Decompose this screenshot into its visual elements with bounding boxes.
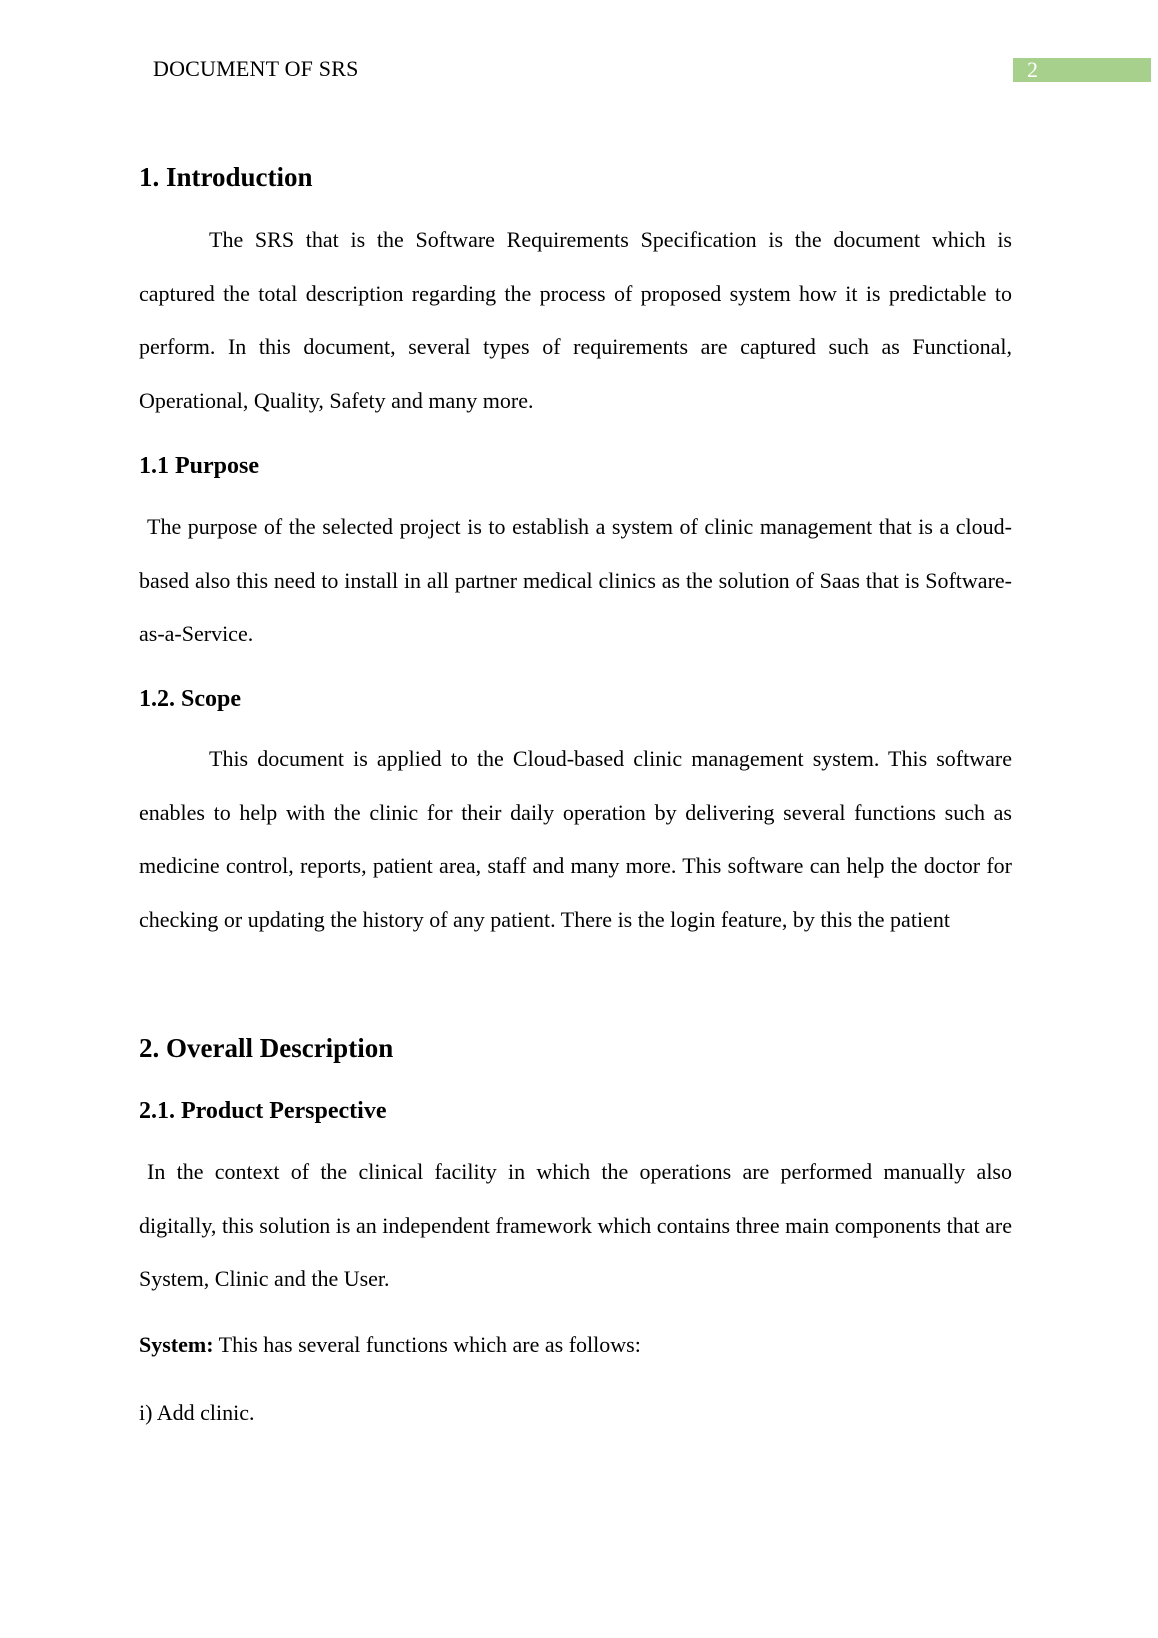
- heading-product-perspective: 2.1. Product Perspective: [139, 1098, 387, 1124]
- heading-overall-description: 2. Overall Description: [139, 1033, 394, 1063]
- paragraph-scope: This document is applied to the Cloud-based clinic management system. This software enables to help with the clinic for their daily operation by delivering several functions such as medicine control, reports, patient area, staff and many more. This software can help the doctor for checking or updating the history of any patient. There is the login feature, by this the patient: [139, 746, 1012, 932]
- heading-purpose: 1.1 Purpose: [139, 453, 259, 479]
- paragraph-purpose: The purpose of the selected project is to establish a system of clinic management that is a cloud-based also this need to install in all partner medical clinics as the solution of Saas that is Software-as-a-Service.: [139, 514, 1012, 646]
- paragraph-introduction: The SRS that is the Software Requirements Specification is the document which is captured the total description regarding the process of proposed system how it is predictable to perform. In this document, several types of requirements are captured such as Functional, Operational, Quality, Safety and many more.: [139, 227, 1012, 413]
- system-label: System:: [139, 1332, 214, 1357]
- page-number: 2: [1027, 57, 1038, 82]
- system-intro-text: This has several functions which are as follows:: [213, 1332, 641, 1357]
- page-number-bar: [1013, 58, 1151, 82]
- heading-scope: 1.2. Scope: [139, 686, 241, 712]
- list-item-add-clinic: i) Add clinic.: [139, 1400, 255, 1425]
- running-header-title: DOCUMENT OF SRS: [153, 56, 359, 81]
- system-intro-line: [139, 1332, 641, 1358]
- paragraph-product-perspective: In the context of the clinical facility in which the operations are performed manually also digitally, this solution is an independent framework which contains three main components that are System, Clinic and the User.: [139, 1159, 1012, 1291]
- heading-introduction: 1. Introduction: [139, 162, 313, 192]
